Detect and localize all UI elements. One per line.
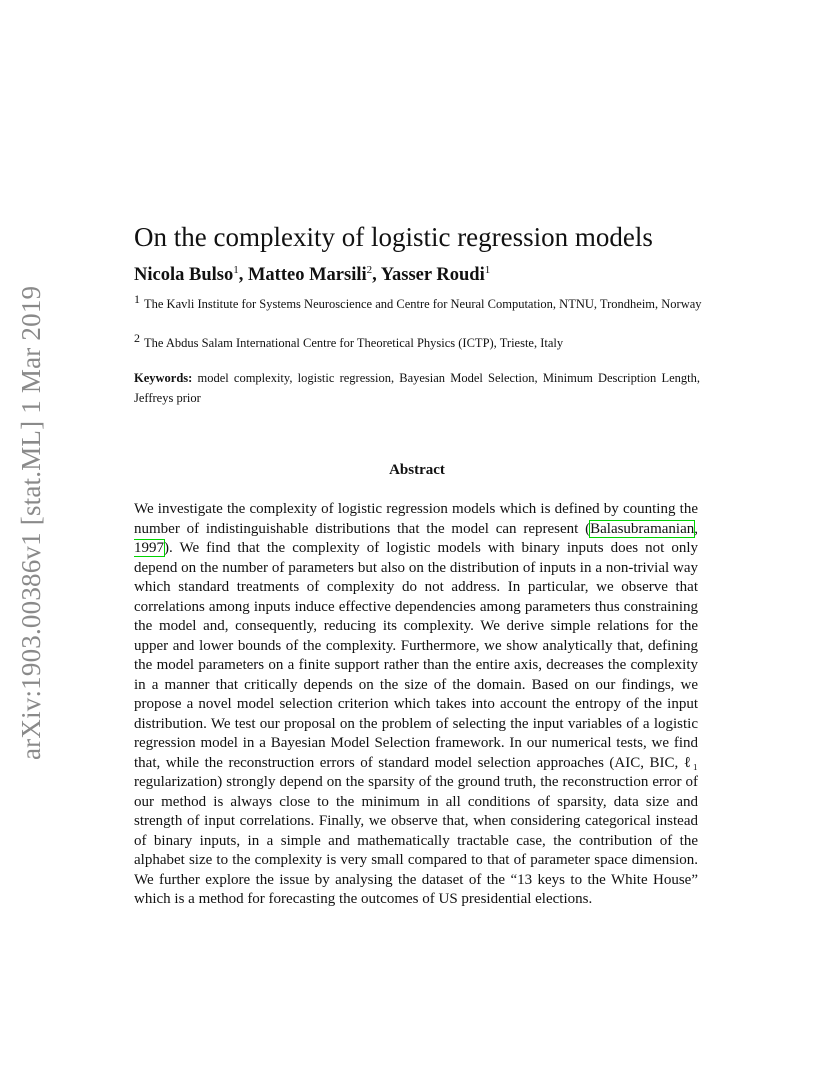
author-affiliation-mark: 2	[366, 264, 373, 276]
author-name: Nicola Bulso	[134, 265, 234, 286]
author-separator: ,	[372, 265, 381, 286]
keywords-label: Keywords:	[134, 371, 193, 385]
author-name: Matteo Marsili	[247, 265, 367, 286]
citation-separator: ,	[694, 520, 698, 537]
abstract-text-part-1: We investigate the complexity of logistic regression models which is defined by counting the number of indistinguishable distributions that the model can represent (	[134, 501, 698, 537]
author-affiliation-mark: 1	[233, 264, 239, 276]
citation-link-year[interactable]: 1997	[134, 540, 164, 556]
author-affiliation-mark: 1	[484, 264, 491, 276]
citation-link-author[interactable]: Balasubramanian	[590, 520, 695, 537]
keywords-text: model complexity, logistic regression, Bayesian Model Selection, Minimum Description Length, Jeffreys prior	[134, 371, 700, 405]
abstract-body	[134, 500, 698, 970]
arxiv-identifier-stamp: arXiv:1903.00386v1 [stat.ML] 1 Mar 2019	[16, 285, 46, 760]
affiliation-2	[134, 329, 704, 353]
affiliation-text: The Abdus Salam International Centre for Theoretical Physics (ICTP), Trieste, Italy	[144, 336, 564, 351]
author-name: Yasser Roudi	[380, 265, 485, 286]
abstract-heading: Abstract	[389, 462, 445, 478]
affiliation-text: The Kavli Institute for Systems Neuroscience and Centre for Neural Computation, NTNU, Trondheim, Norway	[144, 297, 702, 312]
author-list	[134, 264, 490, 286]
affiliation-mark: 2	[134, 331, 140, 345]
affiliation-1	[134, 290, 704, 314]
affiliation-mark: 1	[134, 292, 140, 306]
author-separator: ,	[238, 265, 248, 286]
paper-title: On the complexity of logistic regression models	[134, 222, 653, 252]
abstract-text-part-2: ). We find that the complexity of logistic models with binary inputs does not only depend on the number of parameters but also on the distribution of inputs in a non-trivial way which standard treatments of complexity do not address. In particular, we observe that correlations among inputs induce effective dependencies among parameters thus constraining the model and, consequently, reducing its complexity. We derive simple relations for the upper and lower bounds of the complexity. Furthermore, we show analytically that, defining the model parameters on a finite support rather than the entire axis, decreases the complexity in a manner that critically depends on the size of the domain. Based on our findings, we propose a novel model selection criterion which takes into account the entropy of the input distribution. We test our proposal on the problem of selecting the input variables of a logistic regression model in a Bayesian Model Selection framework. In our numerical tests, we find that, while the reconstruction errors of standard model selection approaches (AIC, BIC, ℓ₁ regularization) strongly depend on the sparsity of the ground truth, the reconstruction error of our method is always close to the minimum in all conditions of sparsity, data size and strength of input correlations. Finally, we observe that, when considering categorical instead of binary inputs, in a simple and mathematically tractable case, the contribution of the alphabet size to the complexity is very small compared to that of parameter space dimension. We further explore the issue by analysing the dataset of the “13 keys to the White House” which is a method for forecasting the outcomes of US presidential elections.	[134, 540, 698, 907]
keywords-block	[134, 369, 700, 408]
